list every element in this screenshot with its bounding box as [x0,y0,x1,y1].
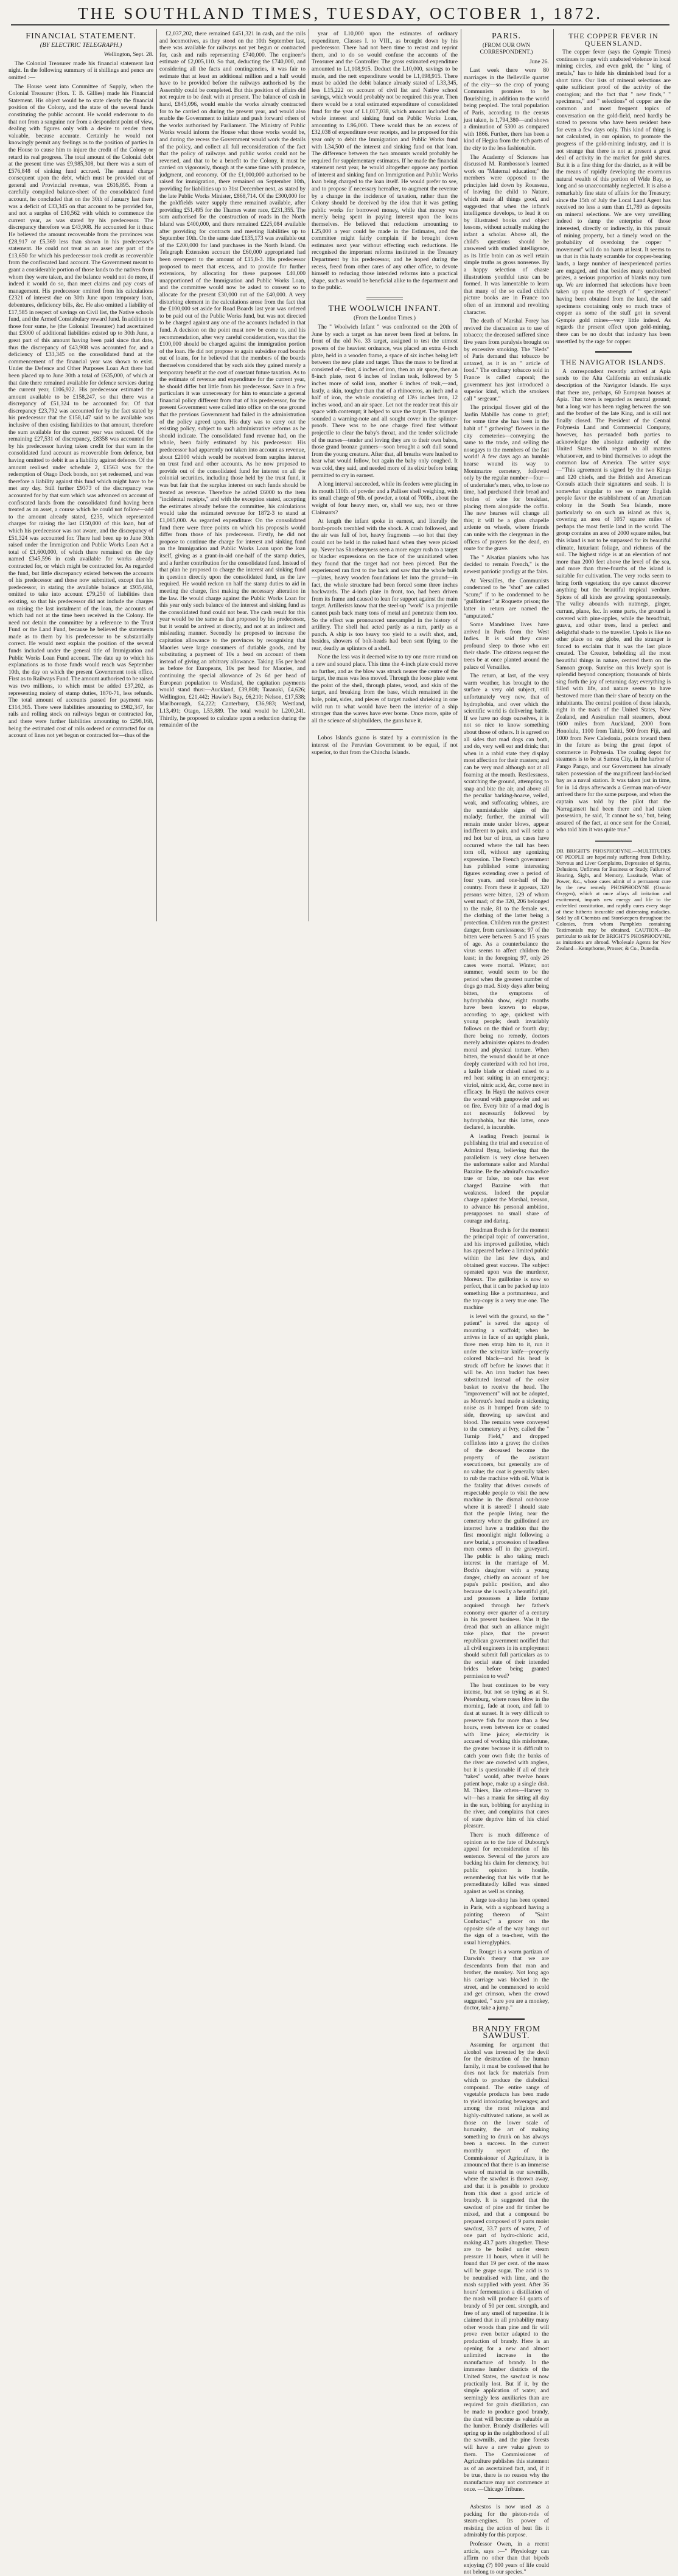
financial-subheading: (BY ELECTRIC TELEGRAPH.) [40,41,122,49]
article-paragraph: The House went into Committee of Supply, when the Colonial Treasurer (Hon. T. B. Gillies) made his Financial Statement. His object would be to state clearly the financial position of the Colony, and the state of the several funds constituting the public account. He would endeavour to do that not from a sanguine nor from a despondent point of view, dealing with figures only with a desire to render them valuable, because accurate. Certainly he would not knowingly permit any feelings as to the position of parties in the House to cause him to injure the credit of the Colony or retard its real progress. The total amount of the Colonial debt at the present time was £9,985,308, but there was a sum of £576,848 of sinking fund accrued. The annual charge consequent upon the debt, which must be provided out of general and Provincial revenue, was £616,895. From a carefully compiled balance-sheet of the consolidated fund account, he concluded that on the 30th of January last there was a deficit of £33,345 on that account to be provided for, and not a surplus of £10,562 with which to commence the current year, as was stated by his predecessor. The discrepancy therefore was £43,908. He accounted for it thus: He believed the amount recoverable from the provinces was £28,917 or £5,369 less than shown in his predecessor's statement. He could not treat as an asset any part of the £13,650 for which his predecessor took credit as recoverable from the confiscated land account. The Government meant to grant a considerable portion of those lands to the natives from whom they were taken, and the balance would not do more, if indeed it would do so, than meet claims and pay costs of management. His predecessor omitted from his calculations £2321 of interest due on 30th June upon temporary loan, debentures, deficiency bills, &c. He also omitted a liability of £17,585 in respect of savings on Civil list, the Native schools fund, and the Armed Constabulary reward fund. In addition to those four sums, he (the Colonial Treasurer) had ascertained that £3000 of additional liabilities existed up to 30th June, a great part of this amount having been paid since that date, thus the discrepancy of £43,908 was accounted for, and a deficiency of £33,345 on the consolidated fund at the commencement of the financial year was shown to exist. Under the Defence and Other Purposes Loan Act there had been placed up to June 30th a total of £635,000, of which at that date there remained available for defence services during the current year, £106,922. His predecessor estimated the amount available to be £158,247, so that there was a discrepancy of £51,324 to be accounted for. Of that discrepancy £23,792 was accounted for by the fact stated by his predecessor that the £158,147 said to be available was inclusive of then existing liabilities to that amount, therefore the sum available for the current year was reduced. Of the remaining £27,531 of discrepancy, £8358 was accounted for by his predecessor having taken credit for that sum in the consolidated fund account as recoverable from defence, but having omitted to debit it as a liability against defence. Of the amount realised under schedule 2, £1563 was for the redemption of Otago Dock bonds, not yet redeemed, and was therefore a liability against this fund which might have to be met any day. Still further £9373 of the discrepancy was accounted for by that sum which was advanced on account of confiscated lands from the consolidated fund having been treated as an asset, a course which he could not follow—add to the amount already stated, £235, which represented charges for raising the last £150,000 of this loan, but of which his predecessor was not aware, and the discrepancy of £51,324 was accounted for. There had been up to June 30th raised under the Immigration and Public Works Loan Act a total of £1,600,000, of which there remained on the day named £345,596 in cash available for works already contracted for, or which might be contracted for. As regarded the fund, but little discrepancy existed between the accounts of his predecessor and those now submitted, except that his predecessor, in stating the available balance at £935,684, omitted to take into account £79,250 of liabilities then existing, so that his predecessor did not include the charges on raising the last instalment of the loan, the accounts of which had not at the time been received in the Colony. He need not detain the committee by a reference to the Trust Fund or the Land Fund, because he believed the statements made as to them by his predecessor to be substantially correct. He would next explain the position of the several funds included under the general title of Immigration and Public Works Loan Fund account. The date up to which his explanations as to those funds would reach was September 10th, the day on which the present Government took office. First as to Railways Fund. The amount authorised to be raised was two millions, to which must be added £37,202, as representing moiety of stamp duties, 1870-71, less refunds. The total amount of accounts passed for payment was £314,365. There were liabilities amounting to £982,347, for rails and rolling stock on railways begun or contracted for, and there were further liabilities amounting to £298,168, being the estimated cost of rails ordered or contracted for on account of lines not yet begun or contracted for—thus of the [9,83,153,739]
section-divider [366,729,403,730]
article-paragraph: The principal flower girl of the Jardin Mabille has come to grief; for some time she has been in the habit of " gathering" flowers in the city cemeteries—conveying the same to the trade, and selling the nosegays to the members of the fast world! A few days ago an humble hearse wound its way to Montmartre cemetery, followed only by the regular number—four—of undertaker's men, who, to lose no time, had purchased their bread and bottles of wine for breakfast, placing them alongside the coffin. The new hearses will change all this; it will be a glass chapelle ardente on wheels, where friends can unite with the clergyman in the offices of prayers for the dead, en route for the grave. [464,404,549,553]
article-paragraph: Assuming for argument that alcohol was invented by the devil for the destruction of the human family, it must be confessed that he does not lack for materials from which to produce the diabolical compound. The entire range of vegetable products has been made to yield intoxicating beverages; and among the most religious and highly-cultivated nations, as well as those on the lower scale of humanity, the art of making something to drunk on has always been a success. In the current monthly report of the Commissioner of Agriculture, it is announced that there is an immense waste of material in our sawmills, where the sawdust is thrown away, and that it is possible to produce from this dust a good article of brandy. It is suggested that the sawdust of pine and fir timber be mixed, and that a compound be prepared composed of 9 parts moist sawdust, 33.7 parts of water, 7 of one part of hydro-chloric acid, making 43.7 parts altogether. These are to be boiled under steam pressure 11 hours, when it will be found that 19 per cent. of the mass will be grape sugar. The acid is to be neutralised with lime, and the mash supplied with yeast. After 36 hours' fermentation a distillation of the mash will produce 61 quarts of brandy of 50 per cent. strength, and free of any smell of turpentine. It is claimed that in all probability many other woods than pine and fir will prove even better adapted to the production of brandy. Here is an opening for a new and almost unlimited increase in the manufacture of brandy. In the immense lumber districts of the United States, the sawdust is now practically lost. But if it, by the simple application of water, and seemingly less auxiliaries than are required for grain distillation, can be made to produce good brandy, the dust will become as valuable as the lumber. Brandy distilleries will spring up in the neighborhood of all the sawmills, and the pine forests will have a new value given to them. The Commissioner of Agriculture publishes this statement as of an ascertained fact, and, if it be true, there is no reason why the manufacture may not commence at once. —Chicago Tribune. [464,2042,549,2493]
column-paris [464,30,549,2576]
column-financial-statement [9,30,153,919]
lobos-paragraph: Lobos Islands guano is stated by a commission in the interest of the Peruvian Government to be equal, if not superior, to that from the Chincha Islands. [312,735,458,756]
article-paragraph: year of L10,000 upon the estimates of ordinary expenditure, Classes I. to VIII., as brought down by his predecessor. There had not been time to recast and reprint them, and to do so would confuse the accounts of the Treasurer and the Controller. The gross estimated expenditure amounted to L1,108,915. Deduct the L10,000, savings to be made, and the nett expenditure would be L1,098,915. There must be added the debit balance already stated of L33,345, less L15,222 on account of civil list and Native school savings, which would probably not be required this year. Then there would be a total estimated expenditure of consolidated fund for the year of L1,017,038, which amount included the whole interest and sinking fund on Public Works Loan, amounting to L96,000. There would thus be an excess of £32,038 of expenditure over receipts, and he proposed for this year only to debit the Immigration and Public Works fund with L34,500 of the interest and sinking fund on that loan. The difference between the two amounts would probably be required for supplementary estimates. If he made the financial statement next year, he would altogether oppose any portion of interest and sinking fund on Immigration and Public Works loan being charged to the loan itself. He would prefer to see, and to propose if necessary hereafter, to augment the revenue by a change in the incidence of taxation, rather than the Colony should be deceived by the idea that it was getting public works for borrowed money, while that money was merely being spent in paying interest upon the loans themselves. He believed that reductions amounting to L25,000 a year could be made in the Estimates, and the committee might fairly complain if he brought down estimates next year without effecting such reductions. He recognised the important reforms instituted in the Treasury Department by his predecessor, and he hoped during the recess, freed from other cares of any other office, to devote himself to reducing those intended reforms into a practical shape, such as would be beneficial alike to the department and to the public. [312,30,458,291]
navigator-heading: THE NAVIGATOR ISLANDS. [561,358,666,367]
section-divider [366,298,403,299]
article-paragraph: Dr. Rouget is a warm partizan of Darwin's theory that we are descendants from that man and brother, the monkey. Not long ago his carriage was blocked in the street, and he commenced to scold and get crimson, when the crowd suggested, " sure you are a monkey, doctor, take a jump." [464,1948,549,2012]
article-paragraph: A leading French journal is publishing the trial and execution of Admiral Byng, believing that the parallelism is very close between the unfortunate sailor and Marshal Bazaine. Be the admiral's cowardice true or false, no one has ever charged Bazaine with that weakness. Indeed the popular charge against the Marshal, treason, to advance his personal ambition, presupposes no small share of courage and daring. [464,1133,549,1224]
article-paragraph: The " Woolwich Infant " was confronted on the 20th of June by such a target as has never been fired at before. In front of the old No. 33 target, assigned to test the utmost powers of the heaviest ordnance, was placed an extra 4-inch plate, held in a wooden frame, a space of six inches being left between the new plate and target. Thus the mass to be fired at consisted of—first, 4 inches of iron, then an air space, then an 8-inch plate, next 6 inches of Indian teak, followed by 5 inches more of solid iron, another 6 inches of teak,—and, lastly, a skin, tougher than that of a rhinoceros, an inch and a half of iron, the whole consisting of 13½ inches iron, 12 inches wood, and an air space. Let not the reader treat this air space with contempt; it helped to save the target. The trumpet sounded a warning-note and all sought cover in the splinter-proofs. There was to be one charge fired first without projectile to clear the baby's throat, and the tender solicitude of the nurses—tender and loving they are to their own babes, those grand bronze gunners—soon brought a soft dull sound from the young creature. After that, all breaths were hushed to hear what would follow, but again the baby only coughed. It was cold, they said, and needed more of its elixir before being permitted to cry in earnest. [312,324,458,479]
section-divider [595,840,632,842]
article-paragraph: The death of Marshal Forey has revived the discussion as to use of tobacco; the deceased suffered since five years from paralysis brought on by excessive smoking. The "Reds" of Paris demand that tobacco be untaxed, as it is an " article of food." The ordinary tobacco sold in France is called caporal; the government has just introduced a superior kind, which the smokers call " sergeant." [464,318,549,402]
column-rule [156,29,157,921]
column-copper-navigator [556,30,671,951]
column-rule [553,29,554,921]
article-paragraph: At Versailles, the Communists condemned to be "shot" are called "scum;" if to be condemned to be "guillotined" at Roquette prison; the latter in return are named the "amputated." [464,577,549,620]
woolwich-heading: THE WOOLWICH INFANT. [328,304,441,313]
financial-dateline: Wellington, Sept. 28. [103,51,153,58]
woolwich-source: (From the London Times.) [354,314,416,321]
article-paragraph: A large tea-shop has been opened in Paris, with a signboard having a painting thereon of "Saint Confucius;" a grocer on the opposite side of the way hangs out the sign of a tea-chest, with the usual hieroglyphics. [464,1897,549,1946]
article-paragraph: Headman Boch is for the moment the principal topic of conversation, and his improved guillotine, which has appeared before a limited public within the last few days, and obtained great success. The subject operated upon was the murderer, Moreux. The guillotine is now so perfect, that it can be packed up into something like a portmanteau, and the toy-copy is a very true one. The machine [464,1226,549,1311]
article-paragraph: The Academy of Sciences has discussed M. Rambosson's learned work on "Maternal education;" the members were opposed to the principles laid down by Rousseau, of leaving the child to Nature, which made all things good, and suggested that when the infant's intelligence develops, to lead it on by illustrated books and object lessons, without actually making the infant a scholar. Above all, the child's questions should be answered with studied intelligence, as its little brain can as well retain simple truths as gross nonsense. By a happy selection of chaste illustrations youthful taste can be formed. It was lamentable to learn that many of the so called child's picture books are in France too often of an immoral and revolting character. [464,153,549,316]
article-paragraph: is level with the ground, so the " patient" is saved the agony of mounting a scaffold; when he arrives in face of an upright plank, three men strap him to it, run it under the scimitar knife—properly colored black—and his head is struck off before he knows that it will be. An iron bucket has been substituted instead of the osier basket to receive the head. The "improvement" will not be adopted, as Moreux's head made a sickening noise as it bumped from side to side, throwing up sawdust and blood. The remains were conveyed to the cemetery at Ivry, called the " Turnip Field," and dropped coffinless into a grave; the clothes of the deceased become the property of the assistant executioners, but generally are of no value; the coat is generally taken to rub the machine with oil. What is the fatality that drives crowds of respectable people to visit the new machine in the dismal out-house where it is stored? I should state that the people living near the cemetery where the guillotined are interred have a tradition that the first moonlight night following a new burial, a procession of headless men comes off in the graveyard. The public is also taking much interest in the marriage of M. Boch's daughter with a young danger, chiefly on account of her papa's public position, and also because she is really a beautiful girl, and possesses a little fortune acquired through her father's economy over quarter of a century in his present business. Was it the dread that such an alliance might take place, that the present republican government notified that all civil engineers in its employment should submit full particulars as to the social state of their intended brides before being granted permission to wed? [464,1313,549,1680]
column-financial-continued [159,30,306,919]
paris-dateline: June 26. [529,58,549,65]
column-woolwich [312,30,458,919]
article-paragraph: Some Mandrinez lives have arrived in Paris from the West Indies. It is said they cause profound sleep to those who eat their shade. The citizens request the trees be at once planted around the palace of Versailles. [464,621,549,671]
section-divider [488,2498,525,2499]
article-paragraph: £2,037,202, there remained £451,321 in cash, and the rails and locomotives, as they stood on the 10th September last, there was available for railways not yet begun or contracted for, cash and rails representing £740,000. The engineer's estimate of £2,005,110. So that, deducting the £740,000, and considering all the facts and contingencies, it was fair to estimate that at least an additional million and a half would have to be provided before the railways authorised by the Assembly could be completed. But this position of affairs did not require to be dealt with at present. The balance of cash in hand, £845,096, would enable the works already contracted for to be carried on during the present year, and would also enable the Government to initiate and push forward others of the works authorised by Parliament. The Ministry of Public Works would inform the House what those works would be, and during the recess the Government would work the details of the policy, and collect all full reconsideration of the fact that the policy of railways and public works could not be reversed, and that to be a benefit to the Colony, it must be carried on vigorously, though at the same time with prudence, judgment, and economy. Of the £1,000,000 authorised to be raised for immigration, there remained on September 10th, providing for liabilities up to 31st December next, as stated by the late Public Works Minister, £868,714. Of the £300,000 for the goldfields water supply there remained available, after providing £51,495 for the Thames water race, £231,355. The sum authorised for the construction of roads in the North Island was £400,000, and there remained £225,084 available after providing for contracts and meeting liabilities up to September 10th. On the same date £135,173 was available out of the £200,000 for land purchases in the North Island. On Telegraph Extension account the £60,000 appropriated had been overspent to the amount of £15,8-3. His predecessor proposed to meet that excess, and to provide for further extensions, by allocating for these purposes £40,000 unapportioned of the Immigration and Public Works Loan, and the committee would now be asked to consent so to allocate for the present £30,000 out of the £40,000. A very disturbing element in the calculations arose from the fact that the £100,000 set aside for Road Boards last year was ordered to be paid out of the Public Works fund, but was not directed to be charged against any one of the accounts included in that fund. A decision on the point must now be come to, and his recommendation, after very careful consideration, was that the £100,000 should be charged against the immigration portion of the loan. He did not propose to again subsidise road boards out of loans, for he believed that the members of the boards themselves considered that by such aids they gained merely a temporary benefit at the cost of constant future taxation. As to the estimate of revenue and expenditure for the current year, he should differ but little from his predecessor. Save in a few particulars it was unnecessary for him to enunciate a general financial policy different from that of his predecessor, for the present Government were called into office on the one ground that the previous Government had failed in the administration of the policy agreed upon. His duty was to carry out the existing policy, subject to such administrative reforms as he should indicate. The consolidated fund revenue had, on the whole, been fairly estimated by his predecessor. His predecessor had apparently not taken into account as revenue, about £2000 which would be received from surplus interest on trust fund and other accounts. As he now proposed to provide out of the consolidated fund for interest on all the colonial securities, including those held by the trust fund, it was but fair that the surplus interest on such funds should be treated as revenue. Therefore he added £6000 to the item "incidental receipts," and with the exception stated, accepting the estimates already before the committee, his calculations would take the estimated revenue for 1872-3 to stand at £1,085,000. As regarded expenditure: On the consolidated fund there were three points on which his proposals would differ from those of his predecessor. Firstly, he did not propose to continue the charge for interest and sinking fund on the Immigration and Public Works Loan upon the loan itself, giving as a grant-in-aid one-half of the stamp duties, and a further contribution for the consolidated fund. Instead of that plan he proposed to charge the interest and sinking fund in question directly upon the consolidated fund, as the law required. He would reckon on half the stamp duties to aid in meeting the charge, first making the necessary alteration in the law. He would charge against the Public Works Loan for this year only such balance of the interest and sinking fund as the consolidated fund could not bear. The cash result for this year would be the same as that proposed by his predecessor, but it would be arrived at directly, and not at an indirect and misleading manner. Secondly he proposed to increase the capitation allowance to the provinces by recognising that Maories were large consumers of dutiable goods, and by substituting a payment of 10s a head on account of them instead of giving an arbitrary allowance. Taking 15s per head as before for Europeans, 10s per head for Maories, and continuing the special allowance of 2s 6d per head of European population to Westland, the capitation payments would stand thus:—Auckland, £39,808; Taranaki, £4,626; Wellington, £21,442; Hawke's Bay, £6,210; Nelson, £17,538; Marlborough, £4,222; Canterbury, £36,983; Westland, L13,491; Otago, L53,889. The total would be L200,241. Thirdly, he proposed to calculate upon a reduction during the remainder of the [159,30,306,729]
article-paragraph: Last week there were 80 marriages in the Belleville quarter of the city—so the crop of young Communists promises to be flourishing, in addition to the world being peopled. The total population of Paris, according to the census just taken, is 1,794,380—and shows a diminution of 5300 as compared with 1866. Further, there has been a kind of Hegira from the rich parts of the city to the less fashionable. [464,67,549,152]
asbestos-paragraph: Asbestos is now used as a packing for the piston-rods of steam-engines. Its power of resisting the action of heat fits it admirably for this purpose. [464,2504,549,2539]
phosphodyne-advert: DR BRIGHT'S PHOSPHODYNE.—MULTITUDES OF PEOPLE are hopelessly suffering from Debility, Nervous and Liver Complaints, Depression of Spirits, Delusions, Unfitness for Business or Study, Failure of Hearing, Sight, and Memory, Lassitude, Want of Power, &c., whose cases admit of a permanent cure by the new remedy PHOSPHODYNE (Ozonic Oxygen), which at once allays all irritation and excitement, imparts new energy and life to the enfeebled constitution, and rapidly cures every stage of these hitherto incurable and distressing maladies. Sold by all Chemists and Storekeepers throughout the Colonies, from whom Pamphlets containing Testimonials may be obtained. CAUTION.—Be particular to ask for Dr BRIGHT'S PHOSPHODYNE, as imitations are abroad. Wholesale Agents for New Zealand—Kempthorne, Prosser, & Co., Dunedin. [556,847,671,951]
paris-heading: PARIS. [492,32,521,41]
financial-heading: FINANCIAL STATEMENT. [26,32,136,41]
article-paragraph: The copper fever (says the Gympie Times) continues to rage with unabated violence in local mining circles, and even gold, the " king of metals," has to hide his diminished head for a short time. Our lists of mineral selections are quite sufficient proof of the activity of the contagion; and the fact that " new finds," " specimens," and " selections" of copper are the common and most frequent topics of conversation on the gold-field, need hardly be stated to persons who have been resident here for even a few days only. This kind of thing is not calculated, in our opinion, to promote the progress of the gold-mining industry, and it is not strange that there is not at present a great deal of activity in the market for gold shares. But it is a fine thing for the district, as it will be the means of rapidly developing the enormous natural wealth of this portion of Wide Bay, so long and so unaccountably neglected. It is also a remarkably fine state of affairs for the Treasury; since the 15th of July the Local Land Agent has received no less a sum than £1,789 as deposits on mineral selections. We are very unwilling indeed to damp the enterprise of those interested, directly or indirectly, in this pursuit of mining property, but a timely word on the probability of overdoing the copper " movement" will do no harm at least. It seems to us that in this hasty scramble for copper-bearing lands, a large number of inexperienced parties are engaged, and that besides many undoubted prizes, a serious proportion of blanks may turn up. We are informed that selections have been taken up upon the strength of " specimens" having been obtained from the land, the said specimens containing only so much trace of copper as some of the stuff got in several Gympie gold mines—very little indeed. As regards the present effect upon gold-mining, there can be no doubt that industry has been unsettled by the rage for copper. [556,49,671,345]
article-paragraph: The heat continues to be very intense, but not so trying as at St. Petersburg, where roses blow in the morning, fade at noon, and fall to dust at sunset. It is very difficult to preserve fish for more than a few hours, even between ice or coated with lime juice; electricity is accused of working this misfortune, the greater because it is difficult to catch your own fish; the banks of the river are crowded with anglers, but it is questionable if all of their "takes" would, after twelve hours patient hope, make up a single dish. M. Thiers, like others—Harvey to wit—has a mania for sitting all day in the sun, bobbing for anything in the river, and complains that cares of state deprive him of his chief pleasure. [464,1681,549,1830]
owen-paragraph: Professor Owen, in a recent article, says :—" Physiology can affirm no other than that bipeds enjoying (?) 800 years of life could not belong to our species." [464,2541,549,2576]
article-paragraph: A correspondent recently arrived at Apia sends to the Alta California an enthusiastic description of the Navigator Islands. He says that there are, perhaps, 60 European houses at Apia. That town is regarded as neutral ground; but a long war has been raging between the son and the brother of the late King, and is still not finally closed. The President of the Central Polynesia Land and Commercial Company, however, has persuaded both parties to acknowledge the absolute authority of the United States with regard to all matters whatsoever, and to bind themselves to adopt the common law of America. The writer says:—"This agreement is signed by the two Kings and 120 chiefs, and the British and American Consuls attach their signatures and seals. It is somewhat singular to see so many English people favor the establishment of an American colony in the South Sea Islands, more particularly so on such an island as this is, covering an area of 1057 square miles of perhaps the most fertile land in the world. The group contains an area of 2000 square miles, but this island is not to be surpassed for its beautiful climate, luxuriant foliage, and richness of the soil. The highest ridge is at an elevation of not more than 2000 feet above the level of the sea, and more than three-fourths of the island is suitable for cultivation. The very rocks seem to bring forth vegetation; the eye cannot discover anything but the beautiful tropical verdure. Spices of all kinds are growing spontaneously. The valley abounds with nutmegs, ginger, currant, plane, &c. In some parts, the ground is covered with pine-apples, while the breadfruit, guava, and other trees, lend a perfect and delightful shade to the traveller. Upolo is like no other place on our globe, and the stranger is forced to exclaim that it was the last place created. The Creator, beholding all the most beautiful things in nature, centred them on the Samoan group. Sunrise on this lovely spot is splendid beyond conception; thousands of birds sing forth the joy of returning day; everything is filled with life, and nature seems to have bestowed more than their share of beauty on the inhabitants. The central position of these islands, right in the track of the United States, New Zealand, and Australian mail steamers, about 1600 miles from Auckland, 2000 from Honolulu, 1100 from Tahiti, 500 from Fiji, and 1000 from New Caledonia, points toward them in the future as being the great depot of commerce in Polynesia. The coaling depot for steamers is to be at Samoa City, in the harbor of Pango Pango, and our Government has already taken possession of the magnificent land-locked bay as a naval station. It was taken just in time, for in 14 days afterwards a German man-of-war arrived there for the same purpose, and when the captain was told by the pilot that the Narragansett had been there and had taken possession, he said, 'It cannot be so,' but, being assured of the fact, at once sent for the Consul, who told him it was quite true." [556,368,671,834]
masthead-title: THE SOUTHLAND TIMES, TUESDAY, OCTOBER 1, 1872. [77,4,603,23]
article-paragraph: At length the infant spoke in earnest, and literally the bomb-proofs trembled with the shock. A crash followed, and the air was full of hot, heavy fragments —so hot that they could not be held in the naked hand when they were picked up. Never has Shoeburyness seen a more eager rush to a target or blacker expressions on the face of the uninitiated when they found that the target had not been pierced. But the experienced ran first to the back and saw that the whole bulk—plates, heavy wooden foundations let into the ground—in fact, the whole structure had been forced some three inches backwards. The 4-inch plate in front, too, had been driven from its frame and caused to lean for support against the main target. Artillerists know that the steel-up "work" is a projectile cannot push back many tons of metal and penetrate them too. So the effect was pronounced unexampled in the history of artillery. The shell had acted partly as a ram, partly as a punch. A ship is too heavy too yield to a swift shot, and, besides, showers of bolt-heads had been sent flying to the rear, deadly as splinters of a shell. [312,518,458,652]
article-paragraph: A long interval succeeded, while its feeders were placing in its mouth 110lb. of powder and a Palliser shell weighing, with its small charge of 9lb. of powder, a total of 700lb., about the weight of four heavy men, or, shall we say, two or three Claimants? [312,481,458,516]
section-divider [488,2018,525,2020]
article-paragraph: The Colonial Treasurer made his financial statement last night. In the following summary of it shillings and pence are omitted :— [9,60,153,81]
copper-heading: THE COPPER FEVER IN QUEENSLAND. [568,32,659,47]
article-paragraph: The return, at last, of the very warm weather, has brought to the surface a very old subject, still unfortunately very new, that of hydrophobia, and over which the scientific world is delivering battle. If we have no dogs ourselves, it is not so nice to know something about those of others. It is agreed on all sides that mad dogs can both, and do, very well eat and drink; that when in a rabid state they display most affection for their masters; and can be very mad although not at all foaming at the mouth. Restlessness, scratching the ground, attempting to snap and bite the air, and above all the peculiar barking-hoarse, veiled, weak, and suffocating whines, are the unmistakable signs of the malady; further, the animal will remain mute under blows, appear indifferent to pain, and will seize a red hot bar of iron, as cases have occurred where the tail has been torn off, without any agonizing expression. The French government has published some interesting figures extending over a period of four years, and one-half of the country. From these it appears, 320 persons were bitten, 129 of whom went mad; of the 320, 206 belonged to the male, 81 to the female sex, the clothing of the latter being a protection. Children run the greatest danger, from carelessness; 97 of the bitten were between 5 and 15 years of age. As a counterbalance the virus seems to affect children the least; in the foregoing 97, only 26 cases were mortal. Winter, not summer, would seem to be the period when the greatest number of dogs go mad. Sixty days after being bitten, the symptoms of hydrophobia show, eight months have been known to elapse, according to age, quickest with young people; death invariably follows on the third or fourth day; there being no remedy, doctors merely administer opiates to deaden moral and physical torture. When bitten, the wound should be at once deeply cauterized with red hot iron, a knife blade or chisel raised to a red heat suiting in an emergency; vitriol, nitric acid, &c, come next in efficacy. In Hayti the natives cover the wound with gunpowder and set on fire. Every bite of a mad dog is not necessarily followed by hydrophobia, but this latter, once declared, is incurable. [464,672,549,1131]
masthead [11,2,669,26]
brandy-heading: BRANDY FROM SAWDUST. [472,2024,541,2041]
section-divider [595,351,632,353]
article-paragraph: None the less was it deemed wise to try one more round on a new and sound place. This time the 4-inch plate could move no further, and as the blow was struck nearer the centre of the target, the mass was less moved. Through the loose plate went the point of the shell, through plates, wood, and skin of the target, and breaking from the base, which remained in the hole, point, sides, and pieces of target rushed shrieking in one wild run to what would have been the interior of a ship stronger than the waves have ever borne. Once more, spite of all the science of shipbuilders, the guns have it. [312,654,458,724]
article-paragraph: The " Alsatian pianists who has decided to remain French," is the newest patriotic prodigy at the fairs. [464,554,549,575]
paris-source: (FROM OUR OWN CORRESPONDENT.) [480,41,533,56]
article-paragraph: There is much difference of opinion as to the fate of Dubourg's appeal for reconsideration of his sentence. Several of the jurors are backing his claim for clemency, but public opinion is hostile, remembering that his wife that he premeditatedly killed was sinned against as well as sinning. [464,1832,549,1895]
